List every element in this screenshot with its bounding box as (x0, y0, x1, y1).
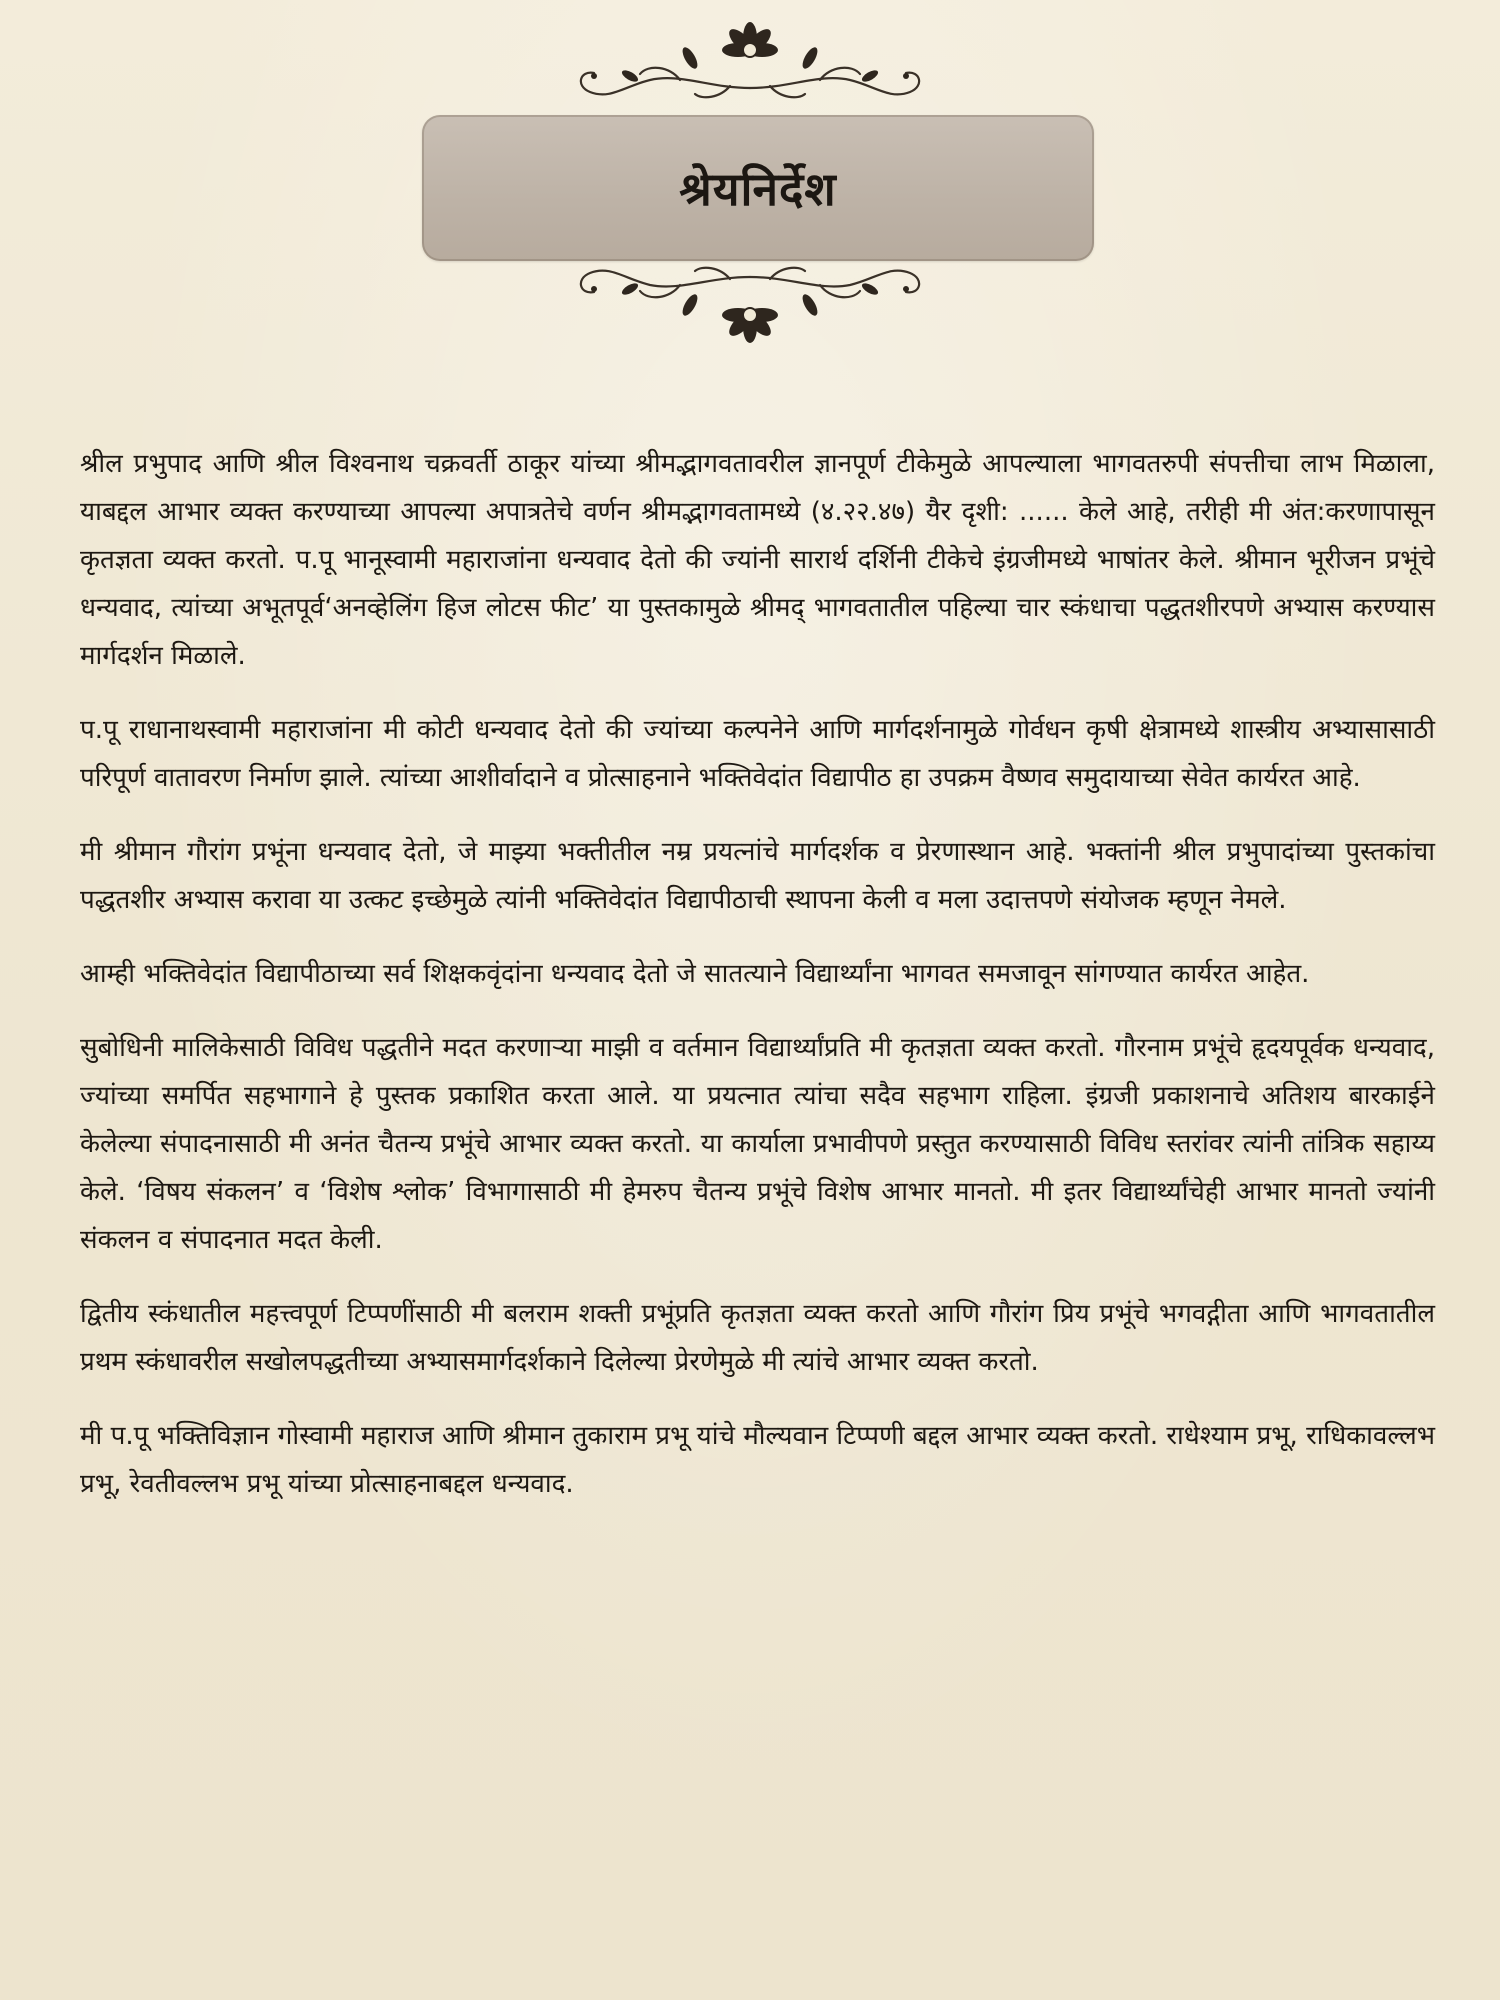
paragraph-5: सुबोधिनी मालिकेसाठी विविध पद्धतीने मदत करणाऱ्या माझी व वर्तमान विद्यार्थ्यांप्रति मी कृतज्ञता व्यक्त करतो. गौरनाम प्रभूंचे हृदयपूर्वक धन्यवाद, ज्यांच्या समर्पित सहभागाने हे पुस्तक प्रकाशित करता आले. या प्रयत्नात त्यांचा सदैव सहभाग राहिला. इंग्रजी प्रकाशनाचे अतिशय बारकाईने केलेल्या संपादनासाठी मी अनंत चैतन्य प्रभूंचे आभार व्यक्त करतो. या कार्याला प्रभावीपणे प्रस्तुत करण्यासाठी विविध स्तरांवर त्यांनी तांत्रिक सहाय्य केले. ‘विषय संकलन’ व ‘विशेष श्लोक’ विभागासाठी मी हेमरुप चैतन्य प्रभूंचे विशेष आभार मानतो. मी इतर विद्यार्थ्यांचेही आभार मानतो ज्यांनी संकलन व संपादनात मदत केली. (80, 1033, 1435, 1255)
acknowledgement-body (80, 440, 1435, 1534)
floral-ornament-top (530, 18, 970, 108)
paragraph-3: मी श्रीमान गौरांग प्रभूंना धन्यवाद देतो, जे माझ्या भक्तीतील नम्र प्रयत्नांचे मार्गदर्शक व प्रेरणास्थान आहे. भक्तांनी श्रील प्रभुपादांच्या पुस्तकांचा पद्धतशीर अभ्यास करावा या उत्कट इच्छेमुळे त्यांनी भक्तिवेदांत विद्यापीठाची स्थापना केली व मला उदात्तपणे संयोजक म्हणून नेमले. (80, 837, 1435, 915)
paragraph-1: श्रील प्रभुपाद आणि श्रील विश्वनाथ चक्रवर्ती ठाकूर यांच्या श्रीमद्भागवतावरील ज्ञानपूर्ण टीकेमुळे आपल्याला भागवतरुपी संपत्तीचा लाभ मिळाला, याबद्दल आभार व्यक्त करण्याच्या आपल्या अपात्रतेचे वर्णन श्रीमद्भागवतामध्ये (४.२२.४७) यैर दृशी: ...... केले आहे, तरीही मी अंत:करणापासून कृतज्ञता व्यक्त करतो. प.पू भानूस्वामी महाराजांना धन्यवाद देतो की ज्यांनी सारार्थ दर्शिनी टीकेचे इंग्रजीमध्ये भाषांतर केले. श्रीमान भूरीजन प्रभूंचे धन्यवाद, त्यांच्या अभूतपूर्व‘अनव्हेलिंग हिज लोटस फीट’ या पुस्तकामुळे श्रीमद् भागवतातील पहिल्या चार स्कंधाचा पद्धतशीरपणे अभ्यास करण्यास मार्गदर्शन मिळाले. (80, 449, 1435, 671)
paragraph-4: आम्ही भक्तिवेदांत विद्यापीठाच्या सर्व शिक्षकवृंदांना धन्यवाद देतो जे सातत्याने विद्यार्थ्यांना भागवत समजावून सांगण्यात कार्यरत आहेत. (80, 959, 1310, 989)
paragraph-7: मी प.पू भक्तिविज्ञान गोस्वामी महाराज आणि श्रीमान तुकाराम प्रभू यांचे मौल्यवान टिप्पणी बद्दल आभार व्यक्त करतो. राधेश्याम प्रभू, राधिकावल्लभ प्रभू, रेवतीवल्लभ प्रभू यांच्या प्रोत्साहनाबद्दल धन्यवाद. (80, 1421, 1435, 1499)
title-banner (422, 115, 1094, 261)
floral-ornament-bottom (530, 255, 970, 345)
paragraph-6: द्वितीय स्कंधातील महत्त्वपूर्ण टिप्पणींसाठी मी बलराम शक्ती प्रभूंप्रति कृतज्ञता व्यक्त करतो आणि गौरांग प्रिय प्रभूंचे भगवद्गीता आणि भागवतातील प्रथम स्कंधावरील सखोलपद्धतीच्या अभ्यासमार्गदर्शकाने दिलेल्या प्रेरणेमुळे मी त्यांचे आभार व्यक्त करतो. (80, 1299, 1435, 1377)
paragraph-2: प.पू राधानाथस्वामी महाराजांना मी कोटी धन्यवाद देतो की ज्यांच्या कल्पनेने आणि मार्गदर्शनामुळे गोर्वधन कृषी क्षेत्रामध्ये शास्त्रीय अभ्यासासाठी परिपूर्ण वातावरण निर्माण झाले. त्यांच्या आशीर्वादाने व प्रोत्साहनाने भक्तिवेदांत विद्यापीठ हा उपक्रम वैष्णव समुदायाच्या सेवेत कार्यरत आहे. (80, 715, 1435, 793)
page-title: श्रेयनिर्देश (679, 162, 837, 216)
